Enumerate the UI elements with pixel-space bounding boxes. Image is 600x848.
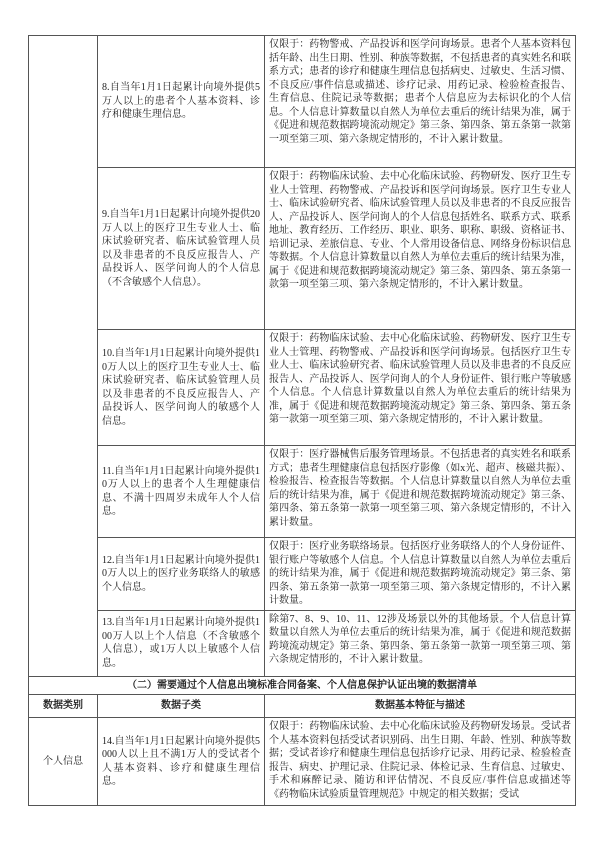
subclass-cell-8: 8.自当年1月1日起累计向境外提供5万人以上的患者个人基本资料、诊疗和健康生理信息。 — [98, 36, 265, 168]
subclass-cell-11: 11.自当年1月1日起累计向境外提供10万人以上的患者个人生理健康信息、不满十四周岁未成年人个人信息。 — [98, 446, 265, 538]
description-cell-10: 仅限于：药物临床试验、去中心化临床试验、药物研发、医疗卫生专业人士管理、药物警戒、产品投诉和医学问询场景。包括医疗卫生专业人士、临床试验研究者、临床试验管理人员以及非患者的不良反应报告人、产品投诉人、医学问询人的个人身份证件、银行账户等敏感个人信息。个人信息计算数量以自然人为单位去重后的统计结果为准，属于《促进和规范数据跨境流动规定》第三条、第四条、第五条第一款第一项至第三项、第六条规定情形的，不计入累计数量。 — [265, 330, 576, 446]
column-header-description: 数据基本特征与描述 — [265, 695, 576, 718]
description-cell-11: 仅限于：医疗器械售后服务管理场景。不包括患者的真实姓名和联系方式；患者生理健康信息包括医疗影像（如x光、超声、核磁共振）、检验报告、检查报告等数据。个人信息计算数量以自然人为单位去重后的统计结果为准，属于《促进和规范数据跨境流动规定》第三条、第四条、第五条第一款第一项至第三项、第六条规定情形的，不计入累计数量。 — [265, 446, 576, 538]
subclass-cell-12: 12.自当年1月1日起累计向境外提供10万人以上的医疗业务联络人的敏感个人信息。 — [98, 538, 265, 611]
description-cell-14: 仅限于：药物临床试验、去中心化临床试验及药物研发场景。受试者个人基本资料包括受试者识别码、出生日期、年龄、性别、种族等数据；受试者诊疗和健康生理信息包括诊疗记录、用药记录、检验检查报告、病史、护理记录、住院记录、体检记录、生育信息、过敏史、手术和麻醉记录、随访和评估情况、不良反应/事件信息或描述等《药物临床试验质量管理规范》中规定的相关数据；受试 — [265, 718, 576, 806]
column-header-category: 数据类别 — [29, 695, 98, 718]
table-row-8 — [29, 36, 576, 168]
column-header-subclass: 数据子类 — [98, 695, 265, 718]
subclass-cell-14: 14.自当年1月1日起累计向境外提供5000人以上且不满1万人的受试者个人基本资料、诊疗和健康生理信息。 — [98, 718, 265, 806]
table-row-10 — [29, 330, 576, 446]
table-row-13 — [29, 610, 576, 676]
table-row-11 — [29, 446, 576, 538]
section-title: （二）需要通过个人信息出境标准合同备案、个人信息保护认证出境的数据清单 — [29, 676, 576, 695]
description-cell-9: 仅限于：药物临床试验、去中心化临床试验、药物研发、医疗卫生专业人士管理、药物警戒、产品投诉和医学问询场景。医疗卫生专业人士、临床试验研究者、临床试验管理人员以及非患者的不良反应报告人、产品投诉人、医学问询人的个人信息包括姓名、联系方式、联系地址、教育经历、工作经历、职业、职务、职称、职级、资格证书、培训记录、差旅信息、专业、个人常用设备信息、网络身份标识信息等数据。个人信息计算数量以自然人为单位去重后的统计结果为准，属于《促进和规范数据跨境流动规定》第三条、第四条、第五条第一款第一项至第三项、第六条规定情形的，不计入累计数量。 — [265, 168, 576, 330]
category-cell-continued — [29, 36, 98, 677]
category-cell-14: 个人信息 — [29, 718, 98, 806]
description-cell-8: 仅限于：药物警戒、产品投诉和医学问询场景。患者个人基本资料包括年龄、出生日期、性别、种族等数据，不包括患者的真实姓名和联系方式；患者的诊疗和健康生理信息包括病史、过敏史、生活习惯、不良反应/事件信息或描述、诊疗记录、用药记录、检验检查报告、生育信息、住院记录等数据；患者个人信息应为去标识化的个人信息。个人信息计算数量以自然人为单位去重后的统计结果为准，属于《促进和规范数据跨境流动规定》第三条、第四条、第五条第一款第一项至第三项、第六条规定情形的，不计入累计数量。 — [265, 36, 576, 168]
table-row-9 — [29, 168, 576, 330]
table-row-12 — [29, 538, 576, 611]
table-row-14 — [29, 718, 576, 806]
section-header-row — [29, 676, 576, 695]
column-header-row — [29, 695, 576, 718]
data-export-regulation-table — [28, 35, 576, 806]
subclass-cell-13: 13.自当年1月1日起累计向境外提供100万人以上个人信息（不含敏感个人信息），或1万人以上敏感个人信息。 — [98, 610, 265, 676]
description-cell-12: 仅限于：医疗业务联络场景。包括医疗业务联络人的个人身份证件、银行账户等敏感个人信息。个人信息计算数量以自然人为单位去重后的统计结果为准，属于《促进和规范数据跨境流动规定》第三条、第四条、第五条第一款第一项至第三项、第六条规定情形的，不计入累计数量。 — [265, 538, 576, 611]
subclass-cell-9: 9.自当年1月1日起累计向境外提供20万人以上的医疗卫生专业人士、临床试验研究者、临床试验管理人员以及非患者的不良反应报告人、产品投诉人、医学问询人的个人信息（不含敏感个人信息）。 — [98, 168, 265, 330]
description-cell-13: 除第7、8、9、10、11、12涉及场景以外的其他场景。个人信息计算数量以自然人为单位去重后的统计结果为准，属于《促进和规范数据跨境流动规定》第三条、第四条、第五条第一款第一项至第三项、第六条规定情形的，不计入累计数量。 — [265, 610, 576, 676]
subclass-cell-10: 10.自当年1月1日起累计向境外提供10万人以上的医疗卫生专业人士、临床试验研究者、临床试验管理人员以及非患者的不良反应报告人、产品投诉人、医学问询人的敏感个人信息。 — [98, 330, 265, 446]
